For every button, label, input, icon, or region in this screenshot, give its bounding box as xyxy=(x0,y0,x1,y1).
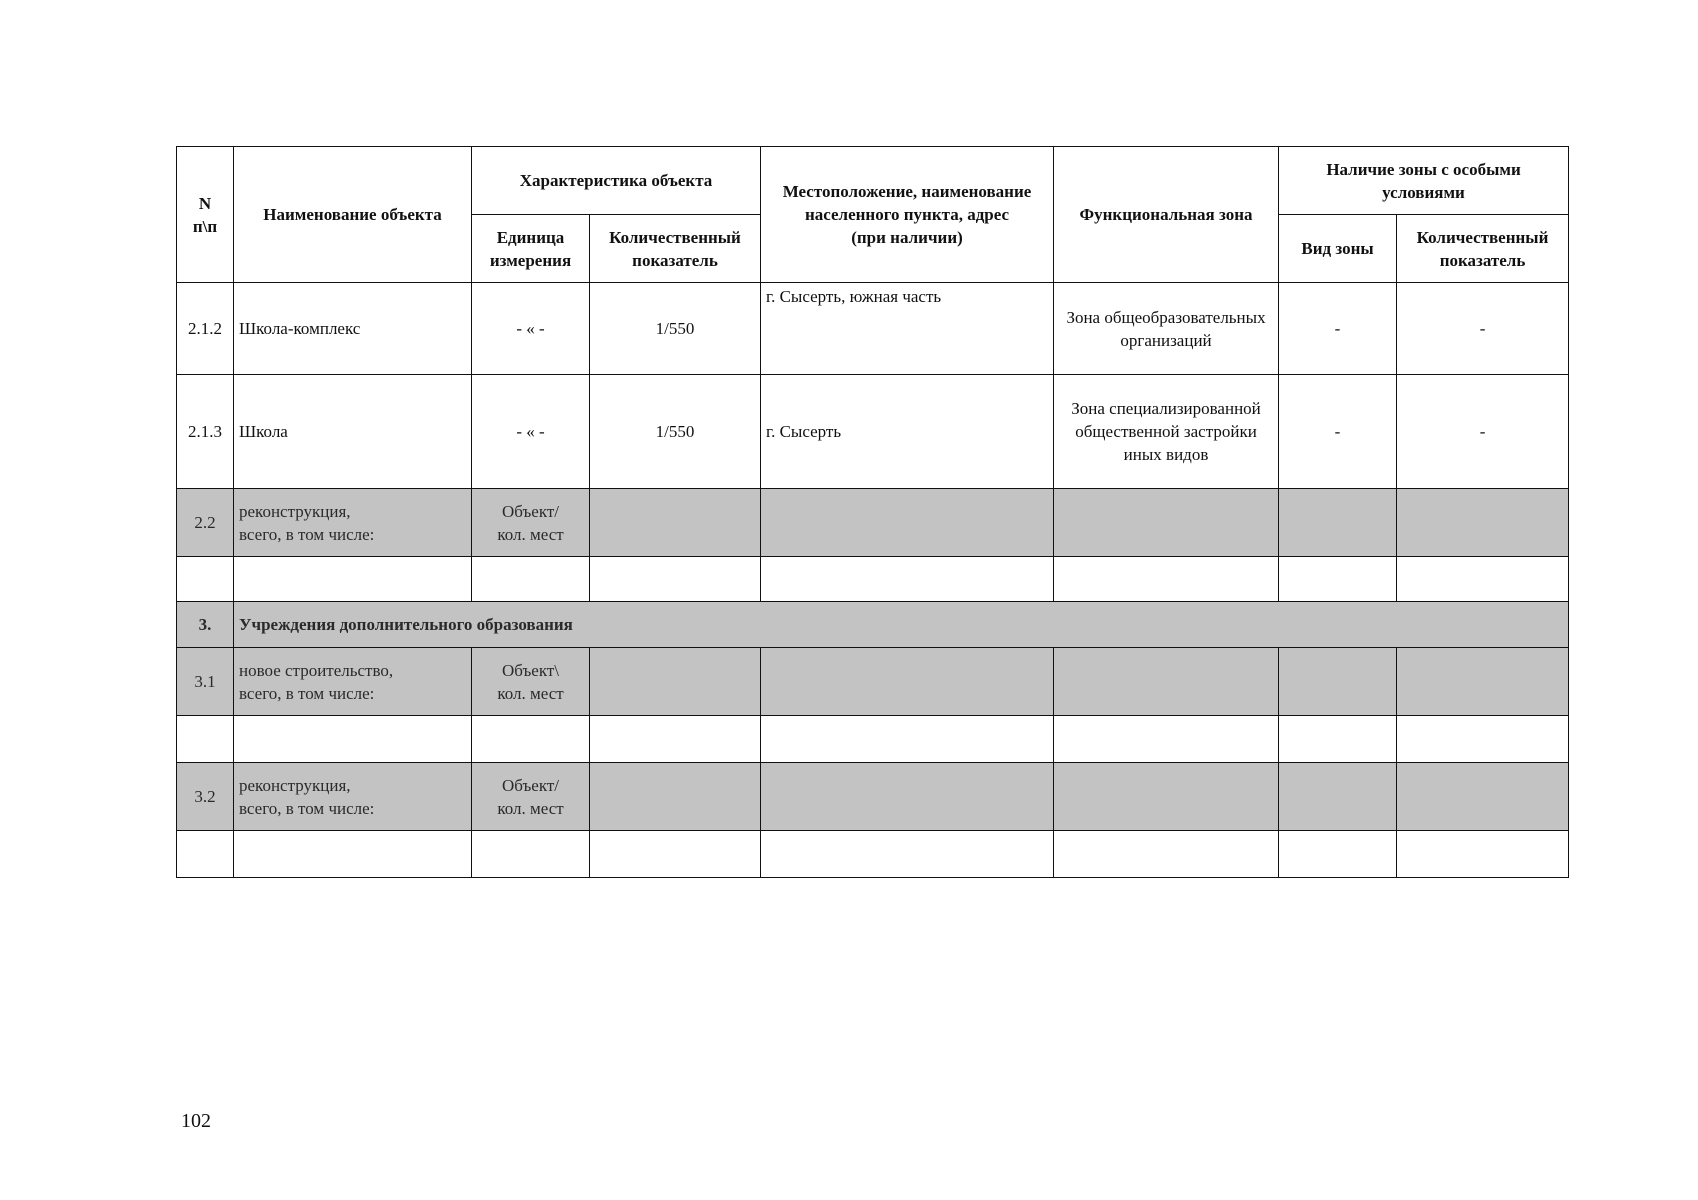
cell-num: 3.2 xyxy=(177,763,234,831)
header-location: Местоположение, наименование населенного пункта, адрес (при наличии) xyxy=(761,147,1054,283)
cell-zone-type xyxy=(1279,763,1397,831)
cell-empty xyxy=(234,557,472,602)
cell-empty xyxy=(590,716,761,763)
cell-empty xyxy=(761,557,1054,602)
table-header-row xyxy=(177,147,1569,215)
cell-empty xyxy=(234,716,472,763)
table-row xyxy=(177,763,1569,831)
cell-name: Школа-комплекс xyxy=(234,283,472,375)
cell-location xyxy=(761,489,1054,557)
table-row xyxy=(177,489,1569,557)
section-num: 3. xyxy=(177,602,234,648)
cell-quantity xyxy=(590,489,761,557)
cell-zone-type xyxy=(1279,489,1397,557)
cell-num: 2.1.3 xyxy=(177,375,234,489)
cell-empty xyxy=(1279,716,1397,763)
header-special-zone: Наличие зоны с особыми условиями xyxy=(1279,147,1569,215)
cell-name: реконструкция, всего, в том числе: xyxy=(234,763,472,831)
cell-location xyxy=(761,648,1054,716)
cell-empty xyxy=(1054,831,1279,878)
cell-empty xyxy=(761,831,1054,878)
table-row xyxy=(177,648,1569,716)
cell-empty xyxy=(590,557,761,602)
header-quantity: Количественный показатель xyxy=(590,215,761,283)
cell-empty xyxy=(761,716,1054,763)
cell-empty xyxy=(1279,557,1397,602)
table-row xyxy=(177,283,1569,375)
cell-num: 2.1.2 xyxy=(177,283,234,375)
cell-name: реконструкция, всего, в том числе: xyxy=(234,489,472,557)
cell-empty xyxy=(1279,831,1397,878)
cell-unit: Объект\ кол. мест xyxy=(472,648,590,716)
cell-empty xyxy=(1397,716,1569,763)
cell-empty xyxy=(177,557,234,602)
cell-zone: Зона общеобразовательных организаций xyxy=(1054,283,1279,375)
cell-empty xyxy=(472,716,590,763)
header-unit: Единица измерения xyxy=(472,215,590,283)
cell-num: 3.1 xyxy=(177,648,234,716)
cell-quantity: 1/550 xyxy=(590,375,761,489)
cell-zone-quantity xyxy=(1397,648,1569,716)
cell-name: новое строительство, всего, в том числе: xyxy=(234,648,472,716)
header-name: Наименование объекта xyxy=(234,147,472,283)
cell-empty xyxy=(234,831,472,878)
cell-unit: Объект/ кол. мест xyxy=(472,489,590,557)
cell-quantity xyxy=(590,763,761,831)
cell-zone xyxy=(1054,763,1279,831)
table-row xyxy=(177,831,1569,878)
objects-table xyxy=(176,146,1569,878)
cell-zone xyxy=(1054,489,1279,557)
table-row xyxy=(177,716,1569,763)
header-zone-quantity: Количественный показатель xyxy=(1397,215,1569,283)
table-row xyxy=(177,375,1569,489)
cell-zone-quantity: - xyxy=(1397,283,1569,375)
cell-quantity: 1/550 xyxy=(590,283,761,375)
cell-zone-quantity xyxy=(1397,763,1569,831)
cell-empty xyxy=(590,831,761,878)
cell-num: 2.2 xyxy=(177,489,234,557)
header-zone-type: Вид зоны xyxy=(1279,215,1397,283)
cell-empty xyxy=(472,557,590,602)
cell-empty xyxy=(1397,557,1569,602)
cell-zone-type: - xyxy=(1279,283,1397,375)
cell-unit: - « - xyxy=(472,283,590,375)
cell-unit: - « - xyxy=(472,375,590,489)
header-characteristics: Характеристика объекта xyxy=(472,147,761,215)
cell-zone-quantity: - xyxy=(1397,375,1569,489)
cell-zone-type: - xyxy=(1279,375,1397,489)
cell-location: г. Сысерть, южная часть xyxy=(761,283,1054,375)
cell-location xyxy=(761,763,1054,831)
section-row xyxy=(177,602,1569,648)
cell-unit: Объект/ кол. мест xyxy=(472,763,590,831)
cell-quantity xyxy=(590,648,761,716)
cell-empty xyxy=(1054,716,1279,763)
header-num: N п\п xyxy=(177,147,234,283)
cell-name: Школа xyxy=(234,375,472,489)
section-title: Учреждения дополнительного образования xyxy=(234,602,1569,648)
cell-empty xyxy=(472,831,590,878)
cell-location: г. Сысерть xyxy=(761,375,1054,489)
page-number: 102 xyxy=(181,1110,211,1132)
cell-empty xyxy=(1054,557,1279,602)
cell-empty xyxy=(177,716,234,763)
cell-zone-type xyxy=(1279,648,1397,716)
cell-zone: Зона специализированной общественной застройки иных видов xyxy=(1054,375,1279,489)
table-row xyxy=(177,557,1569,602)
cell-empty xyxy=(1397,831,1569,878)
cell-zone xyxy=(1054,648,1279,716)
header-functional-zone: Функциональная зона xyxy=(1054,147,1279,283)
cell-empty xyxy=(177,831,234,878)
cell-zone-quantity xyxy=(1397,489,1569,557)
